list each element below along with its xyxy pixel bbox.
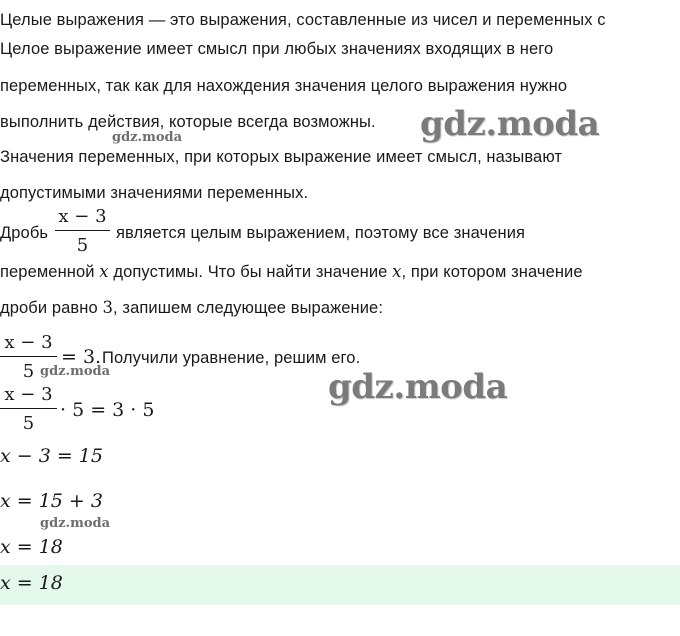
watermark-large: gdz.moda: [420, 104, 600, 144]
watermark-small: gdz.moda: [40, 516, 111, 531]
text-line-4: выполнить действия, которые всегда возможны.: [0, 113, 376, 131]
answer-box: [0, 565, 680, 605]
text-line-1: Целые выражения — это выражения, составленные из чисел и переменных с: [0, 11, 606, 29]
answer-value: x = 18: [0, 572, 63, 594]
text-line-8: [0, 261, 583, 283]
watermark-small: gdz.moda: [40, 364, 111, 379]
eq2-fraction: [0, 384, 57, 435]
eq1-tail: = 3.: [61, 346, 102, 368]
eq1-denominator: 5: [22, 361, 35, 382]
eq2-denominator: 5: [22, 413, 35, 434]
fraction-numerator: x − 3: [58, 206, 107, 227]
fraction-inline: [55, 206, 110, 257]
text-line-6: допустимыми значениями переменных.: [0, 184, 309, 202]
text-line-8-c: , при котором значение: [401, 263, 583, 281]
variable-x: x: [99, 262, 109, 281]
eq4: x = 15 + 3: [0, 490, 103, 512]
fraction-denominator: 5: [76, 235, 89, 256]
eq1-fraction-bar: [0, 356, 57, 357]
eq2-numerator: x − 3: [4, 384, 53, 405]
text-line-7-end: является целым выражением, поэтому все значения: [116, 224, 526, 242]
text-line-9: [0, 297, 383, 319]
eq1-numerator: x − 3: [4, 332, 53, 353]
text-line-2: Целое выражение имеет смысл при любых значениях входящих в него: [0, 40, 554, 58]
text-line-7-start: Дробь: [0, 224, 49, 242]
fraction-bar: [55, 230, 110, 231]
text-line-9-a: дроби равно: [0, 299, 98, 317]
text-line-8-b: допустимы. Что бы найти значение: [113, 263, 388, 281]
watermark-small: gdz.moda: [112, 130, 183, 145]
eq5: x = 18: [0, 536, 63, 558]
eq1-comment: Получили уравнение, решим его.: [102, 349, 361, 367]
text-line-3: переменных, так как для нахождения значения целого выражения нужно: [0, 77, 568, 95]
eq2-fraction-bar: [0, 408, 57, 409]
text-line-8-a: переменной: [0, 263, 95, 281]
text-line-5: Значения переменных, при которых выражение имеет смысл, называют: [0, 148, 563, 166]
eq3: x − 3 = 15: [0, 445, 103, 467]
variable-x: x: [392, 262, 402, 281]
watermark-large: gdz.moda: [328, 367, 508, 407]
eq2-tail: · 5 = 3 · 5: [60, 399, 155, 421]
number-three: 3: [102, 298, 114, 317]
text-line-9-b: , запишем следующее выражение:: [113, 299, 384, 317]
